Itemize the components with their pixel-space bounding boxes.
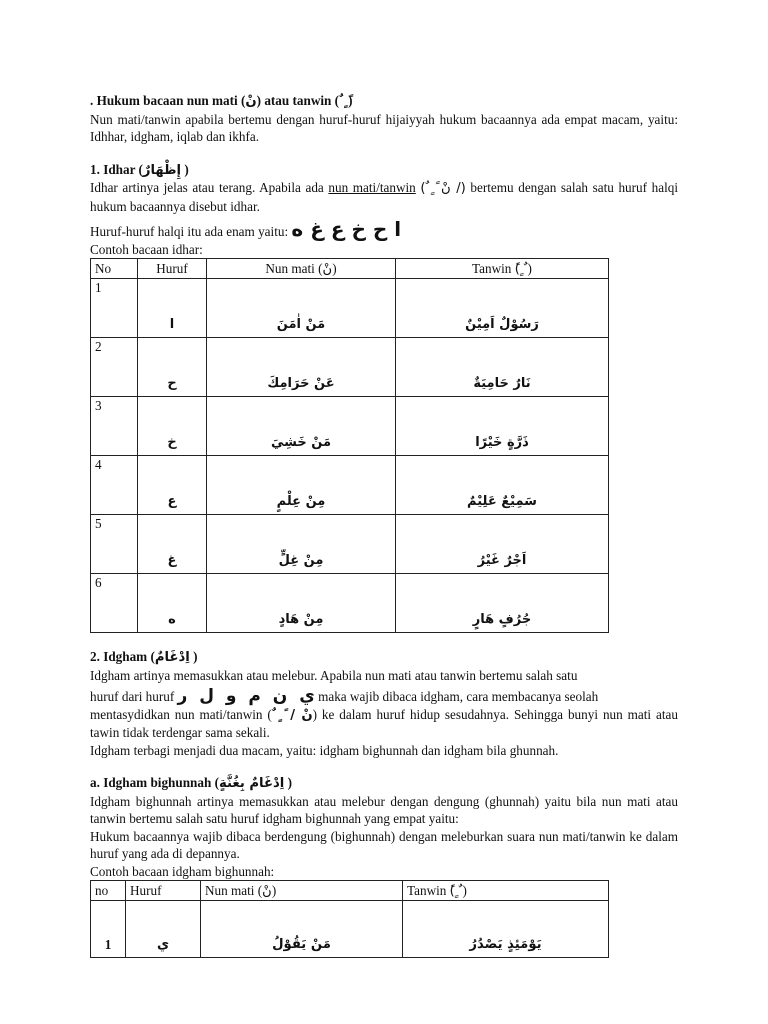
table-row: 6 ه مِنْ هَادٍ جُرُفٍ هَارٍ (91, 574, 609, 633)
idhar-table (90, 258, 609, 633)
table-header: No Huruf Nun mati (نْ) Tanwin (ً ٍ ٌ) (91, 259, 609, 279)
bighunnah-body-2: Hukum bacaannya wajib dibaca berdengung (bighunnah) dengan meleburkan suara nun mati/tanwin ke dalam huruf yang ada di depannya. (90, 828, 678, 861)
idhar-example-label: Contoh bacaan idhar: (90, 241, 203, 257)
idgham-heading: 2. Idgham (اِدْغَامٌ ) (90, 649, 198, 665)
table-row: 4 ع مِنْ عِلْمٍ سَمِيْعٌ عَلِيْمٌ (91, 456, 609, 515)
table-header: no Huruf Nun mati (نْ) Tanwin (ً ٍ ٌ) (91, 881, 609, 901)
halqi-letters: ا ح خ ع غ ه (291, 217, 402, 241)
idgham-letters: ي ن م و ل ر (177, 686, 315, 706)
idhar-heading: 1. Idhar (إِظْهَارٌ ) (90, 161, 189, 178)
intro-body: Nun mati/tanwin apabila bertemu dengan huruf-huruf hijaiyyah hukum bacaannya ada empat macam, yaitu: Idhhar, idgham, iqlab dan ikhfa. (90, 111, 678, 144)
document-page (90, 92, 678, 958)
idgham-body-2: huruf dari huruf ي ن م و ل ر maka wajib dibaca idgham, cara membacanya seolah (90, 686, 599, 706)
table-row: 1 ا مَنْ اٰمَنَ رَسُوْلٌ اَمِيْنٌ (91, 279, 609, 338)
idhar-letters-line: Huruf-huruf halqi itu ada enam yaitu: ا ح خ ع غ ه (90, 217, 402, 241)
table-row: 1 ي مَنْ يَقُوْلُ يَوْمَئِذٍ يَصْدُرُ (91, 901, 609, 958)
bighunnah-example-label: Contoh bacaan idgham bighunnah: (90, 863, 275, 879)
bighunnah-body-1: Idgham bighunnah artinya memasukkan atau melebur dengan dengung (ghunnah) yaitu bila nun mati atau tanwin bertemu salah satu huruf idgham bighunnah yang empat yaitu: (90, 793, 678, 826)
idgham-body-1: Idgham artinya memasukkan atau melebur. Apabila nun mati atau tanwin bertemu salah satu (90, 667, 578, 683)
bighunnah-heading: a. Idgham bighunnah (اِدْغَامٌ بِغُنَّةٍ ) (90, 775, 292, 791)
table-row: 2 ح عَنْ حَرَامِكَ نَارٌ حَامِيَةٌ (91, 338, 609, 397)
table-row: 3 خ مَنْ خَشِيَ ذَرَّةٍ خَيْرًا (91, 397, 609, 456)
idgham-body-3: mentasydidkan nun mati/tanwin (نْ / ً ٍ ٌ) ke dalam huruf hidup sesudahnya. Sehingga bunyi nun mati atau tawin tidak terdengar sama sekali. (90, 706, 678, 740)
bighunnah-table (90, 880, 609, 958)
intro-heading: . Hukum bacaan nun mati (نْ) atau tanwin (ً ٍ ٌ) (90, 93, 353, 109)
idgham-body-4: Idgham terbagi menjadi dua macam, yaitu: idgham bighunnah dan idgham bila ghunnah. (90, 742, 559, 758)
idhar-body: Idhar artinya jelas atau terang. Apabila ada nun mati/tanwin (/ نْ ً ٍ ٌ) bertemu dengan salah satu huruf halqi hukum bacaannya disebut idhar. (90, 180, 679, 214)
table-row: 5 غ مِنْ غِلٍّ اَجْرٌ غَيْرُ (91, 515, 609, 574)
